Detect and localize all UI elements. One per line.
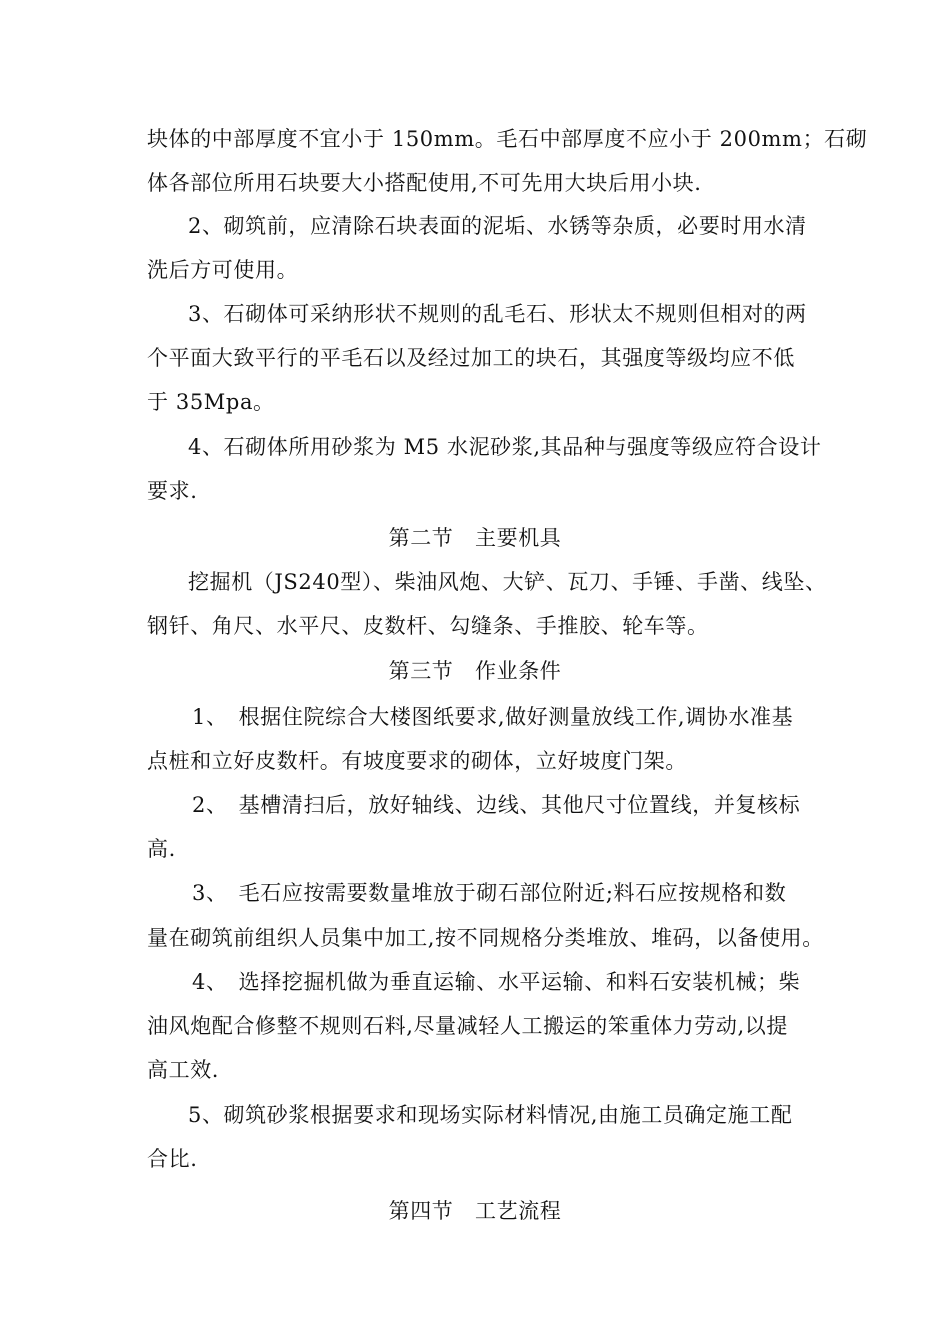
body-line: 高. — [147, 837, 176, 861]
tools-paragraph: 挖掘机（JS240型）、柴油风炮、大铲、瓦刀、手锤、手凿、线坠、 — [188, 570, 827, 594]
body-line: 高工效. — [147, 1058, 220, 1082]
body-line: 个平面大致平行的平毛石以及经过加工的块石，其强度等级均应不低 — [147, 346, 795, 370]
body-line: 油风炮配合修整不规则石料,尽量减轻人工搬运的笨重体力劳动,以提 — [147, 1014, 788, 1038]
condition-item-3: 3、 毛石应按需要数量堆放于砌石部位附近;料石应按规格和数 — [192, 881, 787, 905]
body-line: 要求. — [147, 479, 198, 503]
paragraph-item-3: 3、石砌体可采纳形状不规则的乱毛石、形状太不规则但相对的两 — [188, 302, 807, 326]
condition-item-4: 4、 选择挖掘机做为垂直运输、水平运输、和料石安装机械；柴 — [192, 970, 801, 994]
body-line: 钢钎、角尺、水平尺、皮数杆、勾缝条、手推胶、轮车等。 — [147, 614, 709, 638]
paragraph-item-4: 4、石砌体所用砂浆为 M5 水泥砂浆,其品种与强度等级应符合设计 — [188, 435, 822, 459]
body-line: 合比. — [147, 1147, 198, 1171]
body-line: 洗后方可使用。 — [147, 258, 299, 282]
condition-item-2: 2、 基槽清扫后，放好轴线、边线、其他尺寸位置线，并复核标 — [192, 793, 801, 817]
body-line: 体各部位所用石块要大小搭配使用,不可先用大块后用小块. — [147, 171, 702, 195]
section-heading-4: 第四节 工艺流程 — [388, 1199, 562, 1223]
body-line: 于 35Mpa。 — [147, 390, 275, 414]
body-line: 点桩和立好皮数杆。有坡度要求的砌体，立好坡度门架。 — [147, 749, 687, 773]
condition-item-5: 5、砌筑砂浆根据要求和现场实际材料情况,由施工员确定施工配 — [188, 1103, 793, 1127]
body-line: 块体的中部厚度不宜小于 150mm。毛石中部厚度不应小于 200mm；石砌 — [147, 127, 868, 151]
section-heading-2: 第二节 主要机具 — [388, 526, 562, 550]
body-line: 量在砌筑前组织人员集中加工,按不同规格分类堆放、堆码，以备使用。 — [147, 926, 824, 950]
condition-item-1: 1、 根据住院综合大楼图纸要求,做好测量放线工作,调协水准基 — [192, 705, 794, 729]
section-heading-3: 第三节 作业条件 — [388, 659, 562, 683]
paragraph-item-2: 2、砌筑前，应清除石块表面的泥垢、水锈等杂质，必要时用水清 — [188, 214, 807, 238]
